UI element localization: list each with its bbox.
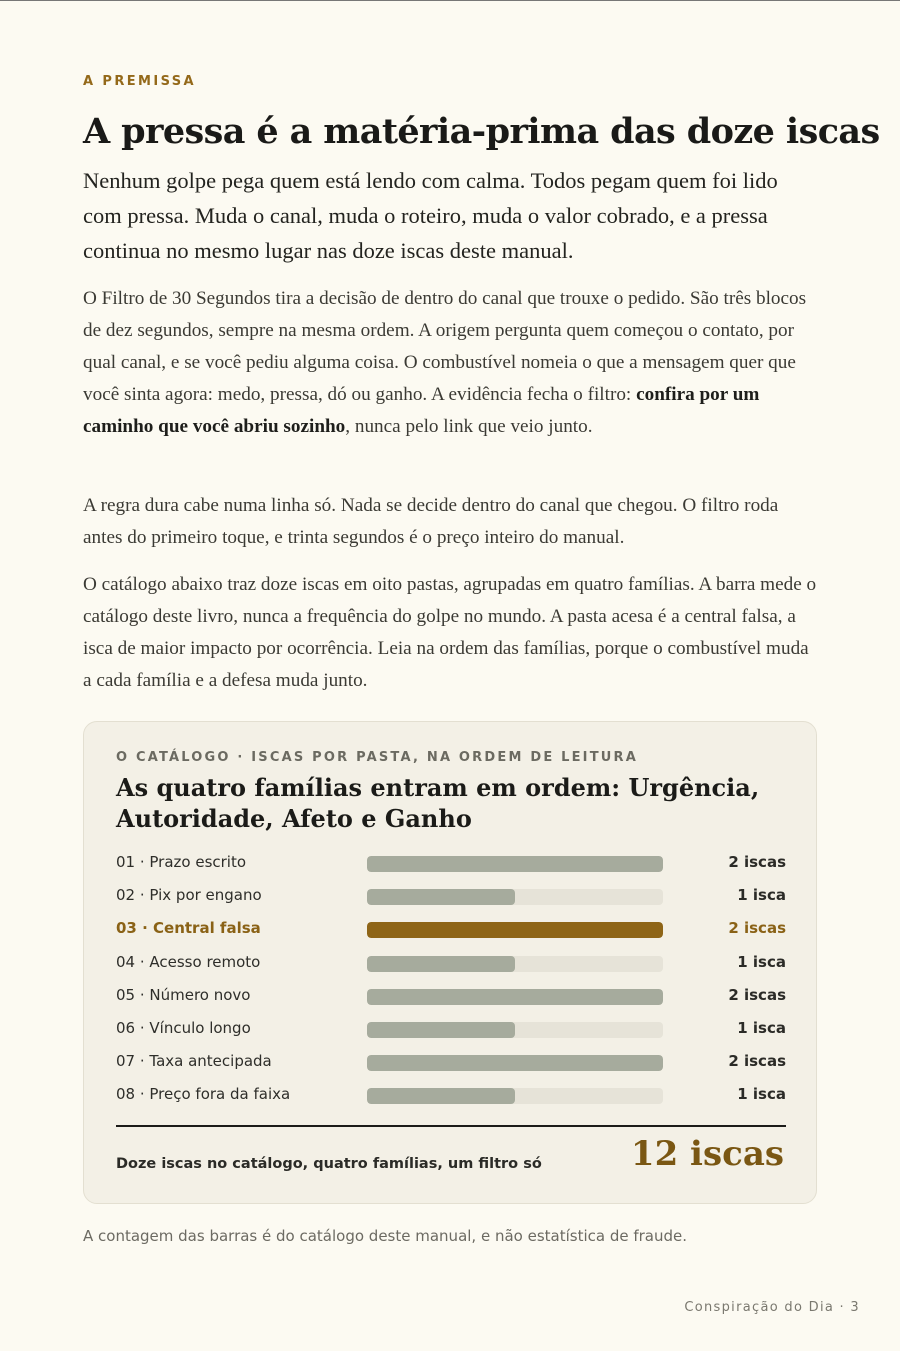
bar — [367, 956, 515, 972]
page-folio: Conspiração do Dia · 3 — [684, 1300, 860, 1315]
bar-track — [367, 1022, 663, 1038]
page-title: A pressa é a matéria-prima das doze iscas — [83, 111, 880, 152]
lede-paragraph: Nenhum golpe pega quem está lendo com calma. Todos pegam quem foi lido com pressa. Muda o canal, muda o roteiro, muda o valor cobrado, e a pressa continua no mesmo lugar nas doze iscas deste manual. — [83, 168, 778, 263]
bar-value-label: 1 isca — [737, 886, 786, 905]
bar — [367, 1055, 663, 1071]
bar — [367, 889, 515, 905]
bar-value-label: 2 iscas — [728, 985, 786, 1004]
catalog-bar-chart — [116, 848, 786, 1114]
p1-text-start: O Filtro de 30 Segundos tira a decisão de dentro do canal que trouxe o pedido. São três blocos de dez segundos, sempre na mesma ordem. A origem pergunta quem começou o contato, por qual canal, e se você pediu alguma coisa. O combustível nomeia o que a mensagem quer que você sinta agora: medo, pressa, dó ou ganho. A evidência fecha o filtro: — [83, 288, 807, 405]
catalog-title: As quatro famílias entram em ordem: Urgência, Autoridade, Afeto e Ganho — [116, 773, 760, 833]
bar-value-label: 1 isca — [737, 1018, 786, 1037]
bar-row — [116, 981, 786, 1014]
bar-row — [116, 948, 786, 981]
bar-row — [116, 848, 786, 881]
bar-value-label: 1 isca — [737, 1085, 786, 1104]
p1-emphasis: confira por um caminho que você abriu sozinho — [83, 384, 760, 437]
bar-track — [367, 922, 663, 938]
bar-track — [367, 1088, 663, 1104]
bar — [367, 922, 663, 938]
total-divider — [116, 1125, 786, 1127]
bar-label: 08 · Preço fora da faixa — [116, 1085, 291, 1104]
bar — [367, 989, 663, 1005]
bar-label: 02 · Pix por engano — [116, 886, 262, 905]
bar-track — [367, 889, 663, 905]
section-eyebrow: A PREMISSA — [83, 74, 196, 89]
bar — [367, 856, 663, 872]
bar-value-label: 1 isca — [737, 952, 786, 971]
total-value: 12 iscas — [630, 1134, 784, 1174]
bar-label: 01 · Prazo escrito — [116, 853, 247, 871]
bar — [367, 1088, 515, 1104]
bar-row — [116, 1080, 786, 1113]
p1-text-end: , nunca pelo link que veio junto. — [345, 416, 593, 437]
bar-label: 04 · Acesso remoto — [116, 952, 261, 971]
body-paragraph-1 — [83, 283, 817, 443]
total-label: Doze iscas no catálogo, quatro famílias, um filtro só — [116, 1156, 542, 1172]
bar-label: 07 · Taxa antecipada — [116, 1052, 272, 1071]
bar-label: 03 · Central falsa — [116, 919, 261, 938]
bar-label: 05 · Número novo — [116, 985, 251, 1004]
body-paragraph-2: A regra dura cabe numa linha só. Nada se decide dentro do canal que chegou. O filtro roda antes do primeiro toque, e trinta segundos é o preço inteiro do manual. — [83, 495, 779, 548]
catalog-card — [83, 721, 817, 1204]
bar-value-label: 2 iscas — [728, 919, 786, 938]
catalog-eyebrow: O CATÁLOGO · ISCAS POR PASTA, NA ORDEM DE LEITURA — [116, 750, 639, 765]
bar-track — [367, 989, 663, 1005]
body-paragraph-3: O catálogo abaixo traz doze iscas em oito pastas, agrupadas em quatro famílias. A barra mede o catálogo deste livro, nunca a frequência do golpe no mundo. A pasta acesa é a central falsa, a isca de maior impacto por ocorrência. Leia na ordem das famílias, porque o combustível muda a cada família e a defesa muda junto. — [83, 574, 817, 691]
bar-value-label: 2 iscas — [728, 853, 786, 871]
bar-row — [116, 881, 786, 914]
bar-label: 06 · Vínculo longo — [116, 1018, 251, 1037]
bar-track — [367, 956, 663, 972]
bar-track — [367, 1055, 663, 1071]
bar-row — [116, 914, 786, 947]
footnote: A contagem das barras é do catálogo deste manual, e não estatística de fraude. — [83, 1227, 688, 1245]
bar-track — [367, 856, 663, 872]
bar — [367, 1022, 515, 1038]
bar-value-label: 2 iscas — [728, 1052, 786, 1071]
bar-row — [116, 1047, 786, 1080]
bar-row — [116, 1014, 786, 1047]
